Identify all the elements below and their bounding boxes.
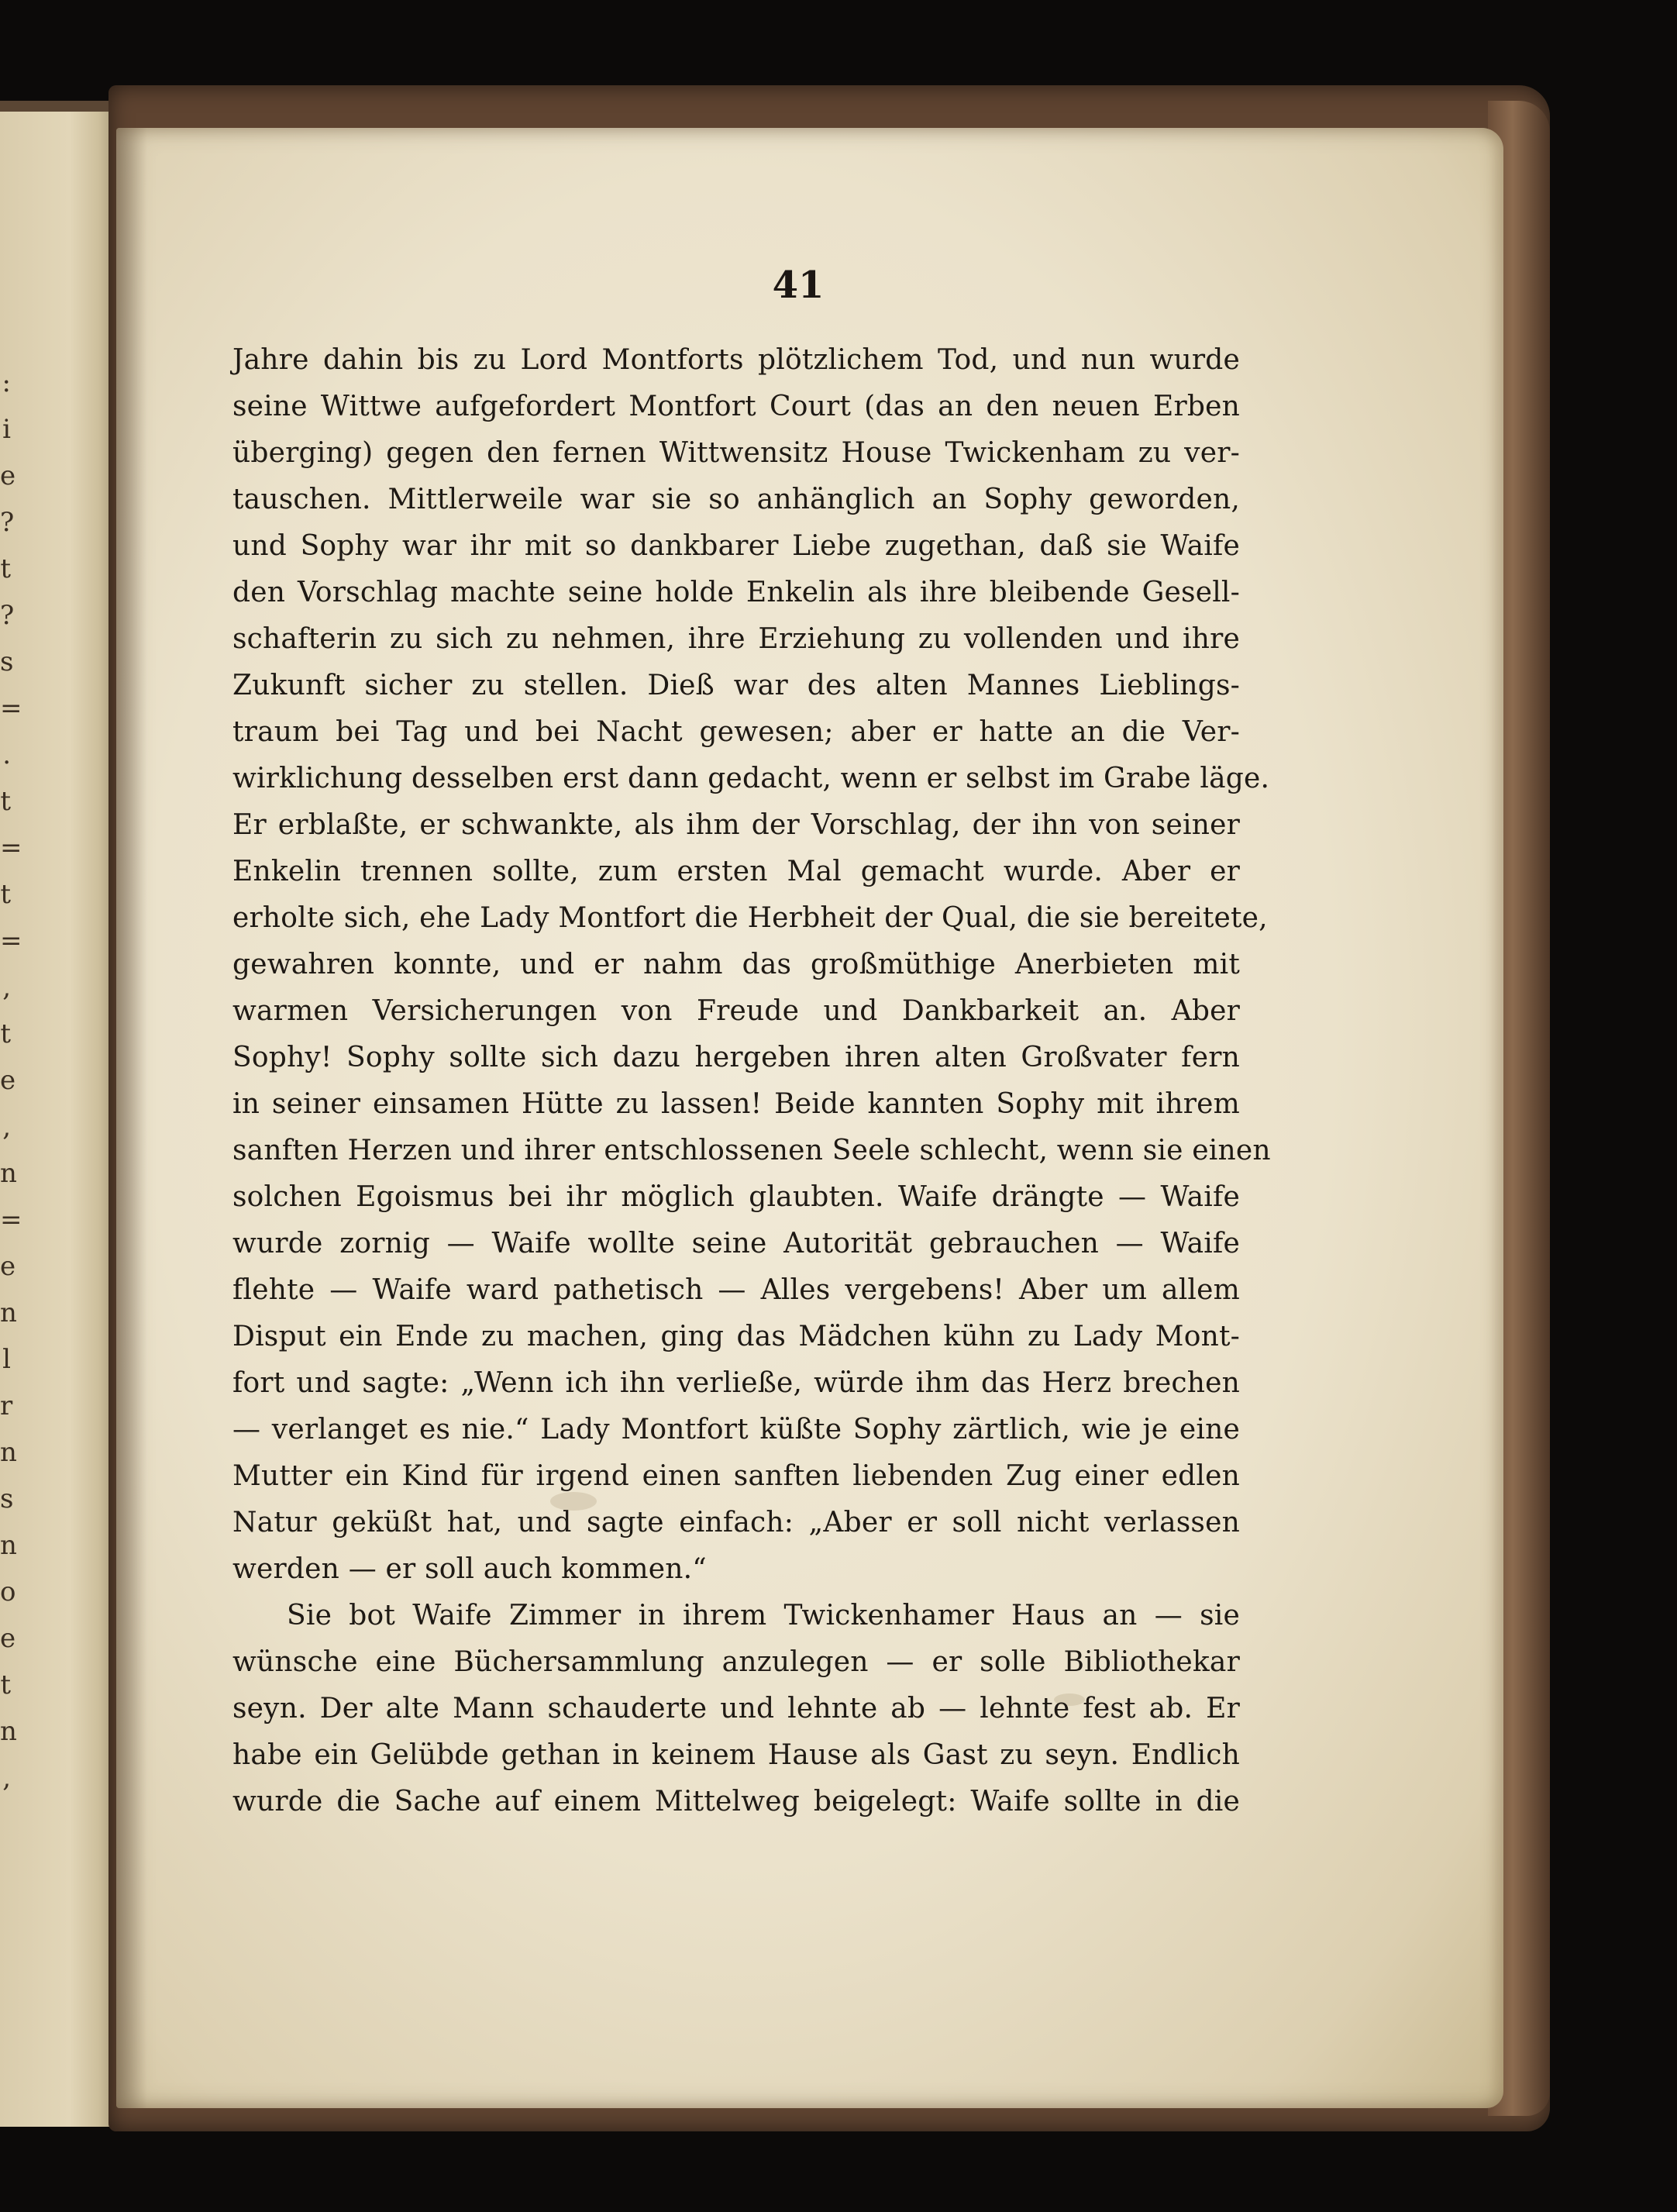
- text-line: schafterin zu sich zu nehmen, ihre Erziehung zu vollenden und ihre: [232, 623, 1240, 655]
- left-page-letter-fragment: n: [0, 1716, 17, 1747]
- left-page-letter-fragment: i: [2, 414, 11, 445]
- text-line: traum bei Tag und bei Nacht gewesen; aber er hatte an die Ver-: [232, 716, 1240, 748]
- left-page-letter-fragment: ,: [2, 972, 11, 1003]
- text-line: in seiner einsamen Hütte zu lassen! Beide kannten Sophy mit ihrem: [232, 1088, 1240, 1120]
- text-line: und Sophy war ihr mit so dankbarer Liebe zugethan, daß sie Waife: [232, 530, 1240, 562]
- text-line: flehte — Waife ward pathetisch — Alles vergebens! Aber um allem: [232, 1274, 1240, 1306]
- left-page-letter-fragment: s: [0, 1483, 14, 1514]
- text-line: Mutter ein Kind für irgend einen sanften liebenden Zug einer edlen: [232, 1460, 1240, 1492]
- text-line: habe ein Gelübde gethan in keinem Hause als Gast zu seyn. Endlich: [232, 1739, 1240, 1771]
- text-line: Jahre dahin bis zu Lord Montforts plötzlichem Tod, und nun wurde: [232, 344, 1240, 376]
- right-book-page: [116, 128, 1503, 2108]
- text-line: solchen Egoismus bei ihr möglich glaubten. Waife drängte — Waife: [232, 1181, 1240, 1213]
- left-page-letter-fragment: n: [0, 1158, 17, 1189]
- text-line: seyn. Der alte Mann schauderte und lehnte ab — lehnte fest ab. Er: [232, 1693, 1240, 1724]
- text-line: — verlanget es nie.“ Lady Montfort küßte Sophy zärtlich, wie je eine: [232, 1414, 1240, 1445]
- left-page-letter-fragment: =: [0, 832, 22, 863]
- text-line: Sophy! Sophy sollte sich dazu hergeben ihren alten Großvater fern: [232, 1042, 1240, 1073]
- text-line: den Vorschlag machte seine holde Enkelin als ihre bleibende Gesell-: [232, 577, 1240, 608]
- text-line: wurde die Sache auf einem Mittelweg beigelegt: Waife sollte in die: [232, 1786, 1240, 1817]
- text-line: seine Wittwe aufgefordert Montfort Court (das an den neuen Erben: [232, 391, 1240, 422]
- page-body-text: [232, 337, 1271, 1825]
- left-page-letter-fragment: t: [0, 786, 11, 817]
- left-page-letter-fragment: n: [0, 1297, 17, 1328]
- left-page-letter-fragment: n: [0, 1530, 17, 1561]
- left-page-letter-fragment: o: [0, 1576, 16, 1607]
- text-line: werden — er soll auch kommen.“: [232, 1553, 707, 1585]
- page-number: 41: [772, 264, 825, 307]
- left-page-letter-fragment: t: [0, 1669, 11, 1700]
- text-line: Natur geküßt hat, und sagte einfach: „Aber er soll nicht verlassen: [232, 1507, 1240, 1538]
- text-line: Er erblaßte, er schwankte, als ihm der Vorschlag, der ihn von seiner: [232, 809, 1240, 841]
- text-line: tauschen. Mittlerweile war sie so anhänglich an Sophy geworden,: [232, 484, 1240, 515]
- left-page-letter-fragment: ,: [2, 1762, 11, 1793]
- text-line: warmen Versicherungen von Freude und Dankbarkeit an. Aber: [232, 995, 1240, 1027]
- left-page-letter-fragment: r: [0, 1390, 13, 1421]
- text-line: wirklichung desselben erst dann gedacht, wenn er selbst im Grabe läge.: [232, 763, 1270, 794]
- left-page-letter-fragment: l: [2, 1344, 11, 1375]
- text-line: gewahren konnte, und er nahm das großmüthige Anerbieten mit: [232, 949, 1240, 980]
- left-page-letter-fragment: t: [0, 1018, 11, 1049]
- text-line: wurde zornig — Waife wollte seine Autorität gebrauchen — Waife: [232, 1228, 1240, 1259]
- left-page-letter-fragment: ?: [0, 507, 15, 538]
- text-line: Zukunft sicher zu stellen. Dieß war des alten Mannes Lieblings-: [232, 670, 1240, 701]
- left-page-letter-fragment: =: [0, 925, 22, 956]
- left-page-letter-fragment: ?: [0, 600, 15, 631]
- text-line: erholte sich, ehe Lady Montfort die Herbheit der Qual, die sie bereitete,: [232, 902, 1268, 934]
- text-line: fort und sagte: „Wenn ich ihn verließe, würde ihm das Herz brechen: [232, 1367, 1240, 1399]
- left-page-letter-fragment: e: [0, 1251, 16, 1282]
- left-page-letter-fragment: e: [0, 1065, 16, 1096]
- left-page-letter-fragment: e: [0, 460, 16, 491]
- text-line: sanften Herzen und ihrer entschlossenen Seele schlecht, wenn sie einen: [232, 1135, 1271, 1166]
- page-gutter-shadow: [116, 128, 147, 2108]
- left-page-letter-fragment: t: [0, 553, 11, 584]
- text-line: wünsche eine Büchersammlung anzulegen — er solle Bibliothekar: [232, 1646, 1240, 1678]
- left-page-letter-fragment: .: [2, 739, 11, 770]
- left-page-letter-fragment: n: [0, 1437, 17, 1468]
- left-page-letter-fragment: e: [0, 1623, 16, 1654]
- left-page-letter-fragment: =: [0, 1204, 22, 1235]
- left-page-letter-fragment: t: [0, 879, 11, 910]
- left-page-letter-fragment: :: [2, 367, 11, 398]
- left-page-letter-fragment: s: [0, 646, 14, 677]
- text-line: Disput ein Ende zu machen, ging das Mädchen kühn zu Lady Mont-: [232, 1321, 1240, 1352]
- text-line: Sie bot Waife Zimmer in ihrem Twickenhamer Haus an — sie: [287, 1600, 1240, 1631]
- text-line: überging) gegen den fernen Wittwensitz House Twickenham zu ver-: [232, 437, 1240, 469]
- text-line: Enkelin trennen sollte, zum ersten Mal gemacht wurde. Aber er: [232, 856, 1240, 887]
- left-facing-page: [0, 101, 116, 2127]
- left-page-letter-fragment: ,: [2, 1111, 11, 1142]
- left-page-letter-fragment: =: [0, 693, 22, 724]
